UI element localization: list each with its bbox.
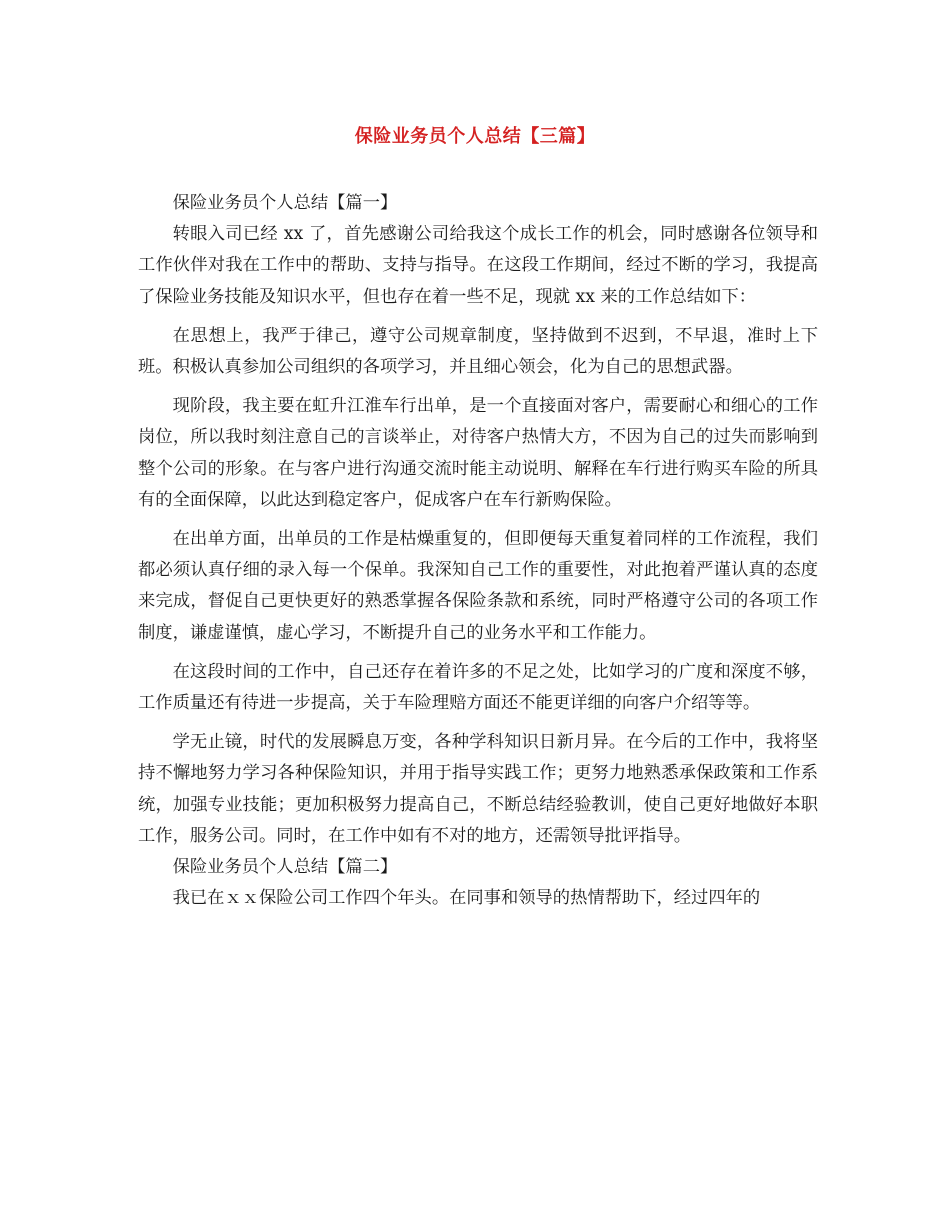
section-heading-1: 保险业务员个人总结【篇一】: [172, 193, 398, 213]
paragraph: 学无止镜，时代的发展瞬息万变，各种学科知识日新月异。在今后的工作中，我将坚持不懈地努力学习各种保险知识，并用于指导实践工作；更努力地熟悉承保政策和工作系统，加强专业技能；更加积极努力提高自己，不断总结经验教训，使自己更好地做好本职工作，服务公司。同时，在工作中如有不对的地方，还需领导批评指导。: [138, 732, 818, 846]
document-title: 保险业务员个人总结【三篇】: [354, 126, 596, 147]
paragraph: 转眼入司已经 xx 了，首先感谢公司给我这个成长工作的机会，同时感谢各位领导和工作伙伴对我在工作中的帮助、支持与指导。在这段工作期间，经过不断的学习，我提高了保险业务技能及知识水平，但也存在着一些不足，现就 xx 来的工作总结如下：: [138, 224, 818, 307]
section-heading-2: 保险业务员个人总结【篇二】: [172, 857, 398, 878]
document-body: [138, 188, 818, 914]
paragraph: 现阶段，我主要在虹升江淮车行出单，是一个直接面对客户，需要耐心和细心的工作岗位，所以我时刻注意自己的言谈举止，对待客户热情大方，不因为自己的过失而影响到整个公司的形象。在与客户进行沟通交流时能主动说明、解释在车行进行购买车险的所具有的全面保障，以此达到稳定客户，促成客户在车行新购保险。: [138, 396, 818, 510]
paragraph: 在思想上，我严于律己，遵守公司规章制度，坚持做到不迟到，不早退，准时上下班。积极认真参加公司组织的各项学习，并且细心领会，化为自己的思想武器。: [138, 325, 818, 378]
paragraph: 在出单方面，出单员的工作是枯燥重复的，但即便每天重复着同样的工作流程，我们都必须认真仔细的录入每一个保单。我深知自己工作的重要性，对此抱着严谨认真的态度来完成，督促自己更快更好的熟悉掌握各保险条款和系统，同时严格遵守公司的各项工作制度，谦虚谨慎，虚心学习，不断提升自己的业务水平和工作能力。: [138, 529, 818, 643]
paragraph: 我已在ｘｘ保险公司工作四个年头。在同事和领导的热情帮助下，经过四年的: [172, 888, 761, 909]
paragraph: 在这段时间的工作中，自己还存在着许多的不足之处，比如学习的广度和深度不够，工作质量还有待进一步提高，关于车险理赔方面还不能更详细的向客户介绍等等。: [138, 661, 818, 714]
